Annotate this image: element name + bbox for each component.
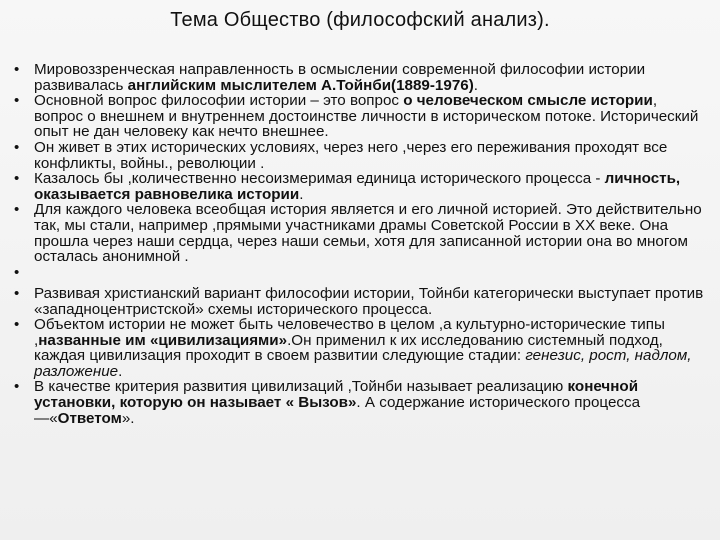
text-run: ». (121, 409, 135, 427)
text-run: . (299, 185, 304, 203)
bold-run: о человеческом смысле истории (403, 92, 653, 110)
bullet-text (34, 93, 704, 140)
bullet-text (34, 379, 704, 426)
bullet-item-4 (14, 171, 704, 202)
bullet-text (34, 140, 704, 171)
text-run: . А содержание исторического процесса—« (34, 394, 641, 427)
bullet-list (14, 62, 704, 426)
text-run: . (118, 362, 123, 380)
text-run: Мировоззренческая направленность в осмыслении современной философии истории развивалась (34, 61, 646, 94)
bullet-item-7 (14, 286, 704, 317)
bullet-text (34, 62, 704, 93)
bullet-marker: • (14, 378, 20, 396)
bullet-item-2 (14, 93, 704, 140)
bullet-marker: • (14, 138, 20, 156)
bullet-item-1 (14, 62, 704, 93)
bold-run: конечной установки, которую он называет « Вызов» (34, 378, 639, 412)
text-run: .Он применил к их исследованию системный подход, каждая цивилизация проходит в своем развитии следующие стадии: (34, 331, 663, 365)
text-run: . (473, 76, 479, 94)
slide-title: Тема Общество (философский анализ). (170, 9, 550, 31)
text-run: Он живет в этих исторических условиях, через него ,через его переживания проходят все конфликты, войны., революции . (34, 138, 668, 172)
bullet-marker: • (14, 263, 20, 281)
bullet-marker: • (14, 92, 20, 110)
bullet-marker: • (14, 201, 20, 219)
text-run: Объектом истории не может быть человечество в целом ,а культурно-исторические типы , (34, 316, 665, 349)
italic-run: генезис, рост, надлом, разложение (34, 347, 692, 380)
bullet-text (34, 286, 704, 317)
bullet-text (34, 171, 704, 202)
bullet-item-6-empty (14, 265, 704, 281)
text-run: Развивая христианский вариант философии истории, Тойнби категорически выступает против «западноцентристской» схемы исторического процесса. (34, 284, 704, 318)
text-run: В качестве критерия развития цивилизаций ,Тойнби называет реализацию (34, 378, 568, 396)
bullet-item-9 (14, 379, 704, 426)
text-run: Основной вопрос философии истории – это вопрос (34, 92, 404, 110)
bold-run: названные им «цивилизациями» (38, 331, 288, 349)
bullet-text (34, 317, 704, 379)
bold-run: английским мыслителем А.Тойнби(1889-1976) (127, 76, 474, 94)
text-run: Казалось бы ,количественно несоизмеримая единица исторического процесса - (34, 170, 605, 188)
bullet-item-8 (14, 317, 704, 379)
bullet-marker: • (14, 284, 20, 302)
bold-run: Ответом (57, 409, 122, 427)
bullet-marker: • (14, 61, 20, 78)
bold-run: личность, оказывается равновелика истории (34, 170, 681, 203)
bullet-item-5 (14, 202, 704, 264)
bullet-text (34, 202, 704, 264)
bullet-item-3 (14, 140, 704, 171)
bullet-marker: • (14, 316, 20, 334)
text-run: Для каждого человека всеобщая история является и его личной историей. Это действительно так, мы стали, например ,прямыми участниками драмы Советской России в ХХ веке. Она прошла через наши сердца, через наши семьи, хотя для записанной истории она во многом осталась анонимной . (34, 201, 702, 266)
bullet-marker: • (14, 170, 20, 188)
text-run: , вопрос о внешнем и внутреннем достоинстве личности в историческом потоке. Исторический опыт не дан человеку как нечто внешнее. (34, 92, 699, 141)
